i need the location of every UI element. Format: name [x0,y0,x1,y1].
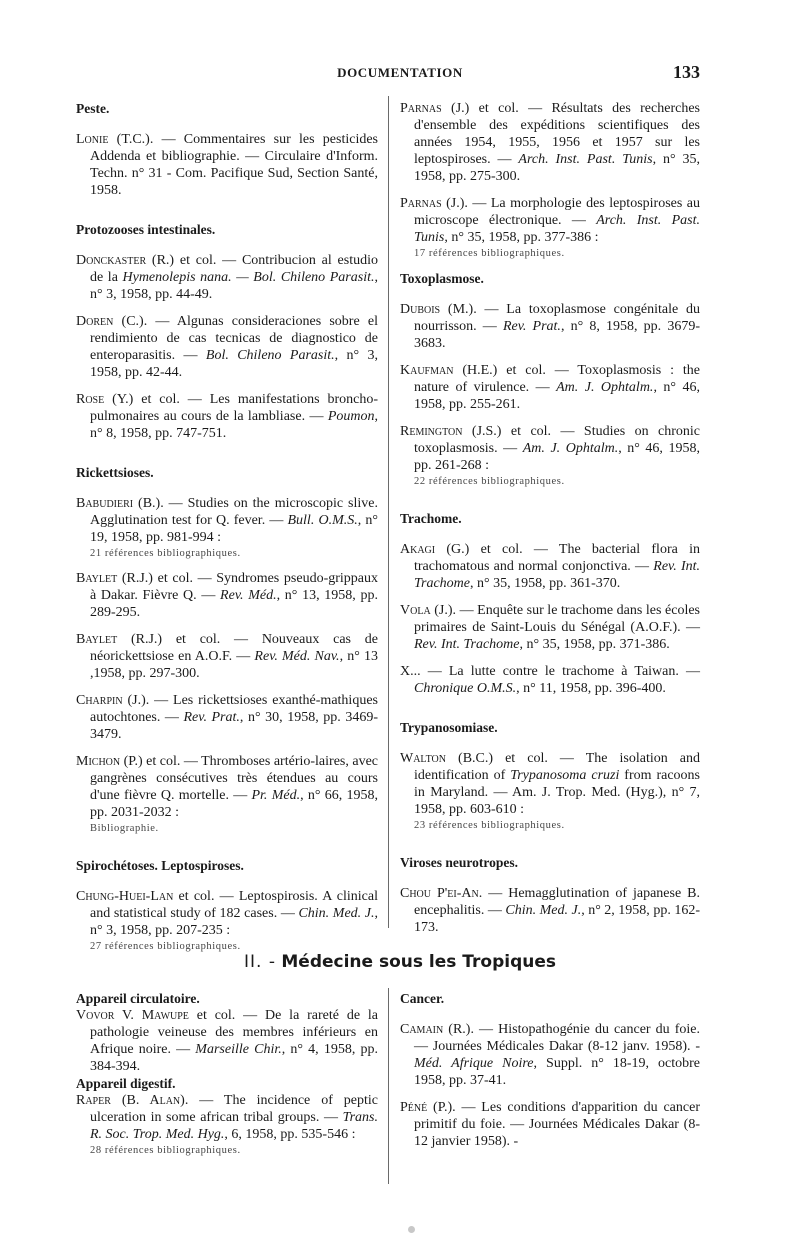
entry-journal: Chronique O.M.S. [414,681,517,696]
entry-author: Akagi (G.) [400,542,470,557]
part-number: II. - [243,952,276,972]
entry-reference-count: 27 références bibliographiques. [90,941,241,952]
right-column-bottom [400,990,700,1160]
entry-author: Raper (B. Alan). [76,1093,189,1108]
entry-reference-count: 23 références bibliographiques. [414,820,565,831]
entry-citation: , n° 30, 1958, pp. 3469-3479. [90,710,378,742]
entry-text: et col. — Leptospirosis. A clinical and statistical study of 182 cases. — [90,889,378,921]
entry-citation: , n° 8, 1958, pp. 747-751. [90,409,378,441]
bibliography-entry [76,131,378,199]
bibliography-entry [76,495,378,560]
bibliography-entry [400,885,700,936]
entry-author: Babudieri (B.). [76,496,164,511]
entry-author: Dubois (M.). [400,302,477,317]
entry-reference-count: 28 références bibliographiques. [90,1145,241,1156]
bibliography-entry [76,888,378,953]
entry-text: — Les conditions d'apparition du cancer primitif du foie. — Journées Médicales Dakar (8-12 janvier 1958). - [414,1100,700,1149]
entry-journal: Chin. Med. J. [505,903,582,918]
column-divider-top [388,96,389,928]
entry-author: Baylet (R.J.) [76,571,153,586]
entry-citation: , n° 35, 1958, pp. 275-300. [414,152,700,184]
entry-text: et col. — The isolation and identification of [414,751,700,783]
entry-journal: Bull. O.M.S. [287,513,358,528]
entry-text: — The incidence of peptic ulceration in some african tribal groups. — [90,1093,378,1125]
bibliography-entry [76,692,378,743]
entry-journal: Rev. Int. Trachome [414,637,520,652]
entry-citation: , n° 46, 1958, pp. 261-268 : [414,441,700,473]
entry-journal: Pr. Méd. [251,788,301,803]
entry-citation: , n° 13, 1958, pp. 289-295. [90,588,378,620]
entry-text: et col. — Syndromes pseudo-grippaux à Dakar. Fièvre Q. — [90,571,378,603]
entry-author: Péné (P.). [400,1100,456,1115]
entry-citation: , n° 66, 1958, pp. 2031-2032 : [90,788,378,820]
entry-journal: Rev. Méd. Nav. [254,649,340,664]
bibliography-entry [400,750,700,832]
bibliography-entry [400,1099,700,1150]
entry-text: — Algunas consideraciones sobre el rendimiento de cas tecnicas de diagnostico de enteroparasitis. — [90,314,378,363]
entry-citation: , n° 35, 1958, pp. 361-370. [470,576,621,591]
entry-text: — La morphologie des leptospiroses au microscope électronique. — [414,196,700,228]
entry-text: — Enquête sur le trachome dans les écoles primaires de Saint-Louis du Sénégal (A.O.F.). — [414,603,700,635]
section-heading: Rickettsioses. [76,465,154,480]
entry-citation: , n° 2, 1958, pp. 162-173. [414,903,700,935]
entry-citation: , n° 3, 1958, pp. 42-44. [90,348,378,380]
left-column-bottom [76,990,378,1157]
section-heading: Protozooses intestinales. [76,222,216,237]
entry-text: — Commentaires sur les pesticides Addenda et bibliographie. — Circulaire d'Inform. Techn. n° 31 - Com. Pacifique Sud, Section Santé, 1958. [90,132,378,198]
bibliography-entry [76,570,378,621]
section-heading: Spirochétoses. Leptospiroses. [76,858,244,873]
section-heading: Toxoplasmose. [400,271,484,286]
entry-text: et col. — Thromboses artério-laires, avec gangrènes consécutives très étendues au cours d'une fièvre Q. mortelle. — [90,754,378,803]
right-column-top [400,100,700,946]
entry-journal: Marseille Chir. [195,1042,282,1057]
entry-citation: , n° 8, 1958, pp. 3679-3683. [414,319,700,351]
bibliography-entry [76,313,378,381]
entry-journal: Am. J. Ophtalm. [522,441,619,456]
bibliography-entry [400,362,700,413]
section-heading: Cancer. [400,991,445,1006]
entry-text: et col. — De la rareté de la pathologie veineuse des membres inférieurs en Afrique noire. — [90,1008,379,1057]
entry-author: Charpin (J.). [76,693,150,708]
left-column-top [76,100,378,963]
entry-journal: Am. J. Ophtalm. [556,380,654,395]
part-title: Médecine sous les Tropiques [281,952,557,972]
part-heading [0,952,800,972]
entry-citation: , n° 11, 1958, pp. 396-400. [516,681,666,696]
entry-author: Baylet (R.J.) [76,632,163,647]
section-heading: Viroses neurotropes. [400,855,518,870]
column-divider-bottom [388,988,389,1184]
entry-text: et col. — Nouveaux cas de néorickettsiose en A.O.F. — [90,632,378,664]
entry-citation: , n° 35, 1958, pp. 377-386 : [444,230,599,245]
entry-reference-count: 21 références bibliographiques. [90,548,241,559]
page-number: 133 [673,62,700,82]
entry-author: Lonie (T.C.). [76,132,154,147]
entry-journal: Poumon [327,409,375,424]
bibliography-entry [400,100,700,185]
entry-journal: Trans. R. Soc. Trop. Med. Hyg. [90,1110,378,1142]
running-header [0,62,800,84]
entry-journal: Rev. Prat. [502,319,561,334]
entry-text: — Histopathogénie du cancer du foie. — Journées Médicales Dakar (8-12 janv. 1958). - [414,1022,700,1054]
section-heading: Trachome. [400,511,462,526]
bibliography-entry [400,602,700,653]
entry-author: Remington (J.S.) [400,424,502,439]
entry-journal: Hymenolepis nana. — Bol. Chileno Parasit. [122,270,375,285]
running-title: DOCUMENTATION [337,65,463,80]
entry-author: Donckaster (R.) [76,253,175,268]
bibliography-entry [400,195,700,260]
entry-text: et col. — Toxoplasmosis : the nature of virulence. — [414,363,701,395]
entry-author: Chou P'ei-An. [400,886,483,901]
bibliography-entry [76,1092,378,1157]
entry-text: — La lutte contre le trachome à Taiwan. — [420,664,700,679]
entry-journal: Bol. Chileno Parasit. [205,348,335,363]
entry-citation: , n° 46, 1958, pp. 255-261. [414,380,700,412]
entry-author: Walton (B.C.) [400,751,494,766]
bibliography-entry [76,753,378,835]
entry-author: Parnas (J.). [400,196,468,211]
section-heading: Appareil circulatoire. [76,991,200,1006]
bibliography-entry [76,1007,378,1075]
entry-text: — Studies on the microscopic slive. Agglutination test for Q. fever. — [90,496,378,528]
entry-author: Vola (J.). [400,603,457,618]
entry-text: et col. — Résultats des recherches d'ensemble des expéditions scientifiques des années 1954, 1955, 1956 et 1957 sur les leptospiroses. — [414,101,700,167]
entry-author: Camain (R.). [400,1022,474,1037]
entry-citation: , n° 3, 1958, pp. 207-235 : [90,906,378,938]
entry-reference-count: 17 références bibliographiques. [414,248,565,259]
bibliography-entry [400,1021,700,1089]
bibliography-entry [400,301,700,352]
section-heading: Appareil digestif. [76,1076,176,1091]
bibliography-entry [400,541,700,592]
entry-author: Parnas (J.) [400,101,470,116]
entry-author: Rose (Y.) [76,392,134,407]
entry-journal: Trypanosoma cruzi [510,768,620,783]
entry-journal: Rev. Méd. [220,588,277,603]
entry-citation: , n° 4, 1958, pp. 384-394. [90,1042,378,1074]
entry-text: — Les rickettsioses exanthé-mathiques autochtones. — [90,693,378,725]
entry-reference-count: Bibliographie. [90,823,159,834]
entry-journal: Rev. Int. Trachome [414,559,700,591]
entry-author: Vovor V. Mawupe [76,1008,189,1023]
print-smudge [408,1226,415,1233]
entry-text: et col. — Contribucion al estudio de la [90,253,378,285]
entry-text: et col. — The bacterial flora in trachomatous and normal conjonctiva. — [414,542,700,574]
entry-citation: , n° 35, 1958, pp. 371-386. [519,637,670,652]
entry-author: Michon (P.) [76,754,143,769]
entry-text: et col. — Les manifestations broncho-pulmonaires au cours de la lambliase. — [90,392,379,424]
entry-citation: , n° 3, 1958, pp. 44-49. [90,270,378,302]
entry-text: — Hemagglutination of japanese B. encephalitis. — [414,886,700,918]
entry-citation: from racoons in Maryland. — Am. J. Trop. Med. (Hyg.), n° 7, 1958, pp. 603-610 : [414,768,700,817]
section-heading: Trypanosomiase. [400,720,498,735]
entry-text: et col. — Studies on chronic toxoplasmosis. — [414,424,700,456]
entry-reference-count: 22 références bibliographiques. [414,476,565,487]
bibliography-entry [76,252,378,303]
bibliography-entry [400,663,700,697]
entry-text: — La toxoplasmose congénitale du nourrisson. — [414,302,700,334]
entry-journal: Chin. Med. J. [298,906,375,921]
entry-citation: , n° 13 ,1958, pp. 297-300. [90,649,378,681]
entry-author: Chung-Huei-Lan [76,889,174,904]
entry-journal: Arch. Inst. Past. Tunis [414,213,700,245]
section-heading: Peste. [76,101,110,116]
entry-author: Kaufman (H.E.) [400,363,498,378]
entry-author: Doren (C.). [76,314,148,329]
entry-journal: Arch. Inst. Past. Tunis [518,152,653,167]
entry-citation: , n° 19, 1958, pp. 981-994 : [90,513,378,545]
entry-citation: , 6, 1958, pp. 535-546 : [224,1127,356,1142]
bibliography-entry [76,391,378,442]
entry-journal: Rev. Prat. [183,710,240,725]
bibliography-entry [76,631,378,682]
entry-author: X... [400,664,421,679]
entry-citation: , Suppl. n° 18-19, octobre 1958, pp. 37-41. [414,1056,700,1088]
entry-journal: Méd. Afrique Noire [414,1056,534,1071]
bibliography-entry [400,423,700,488]
